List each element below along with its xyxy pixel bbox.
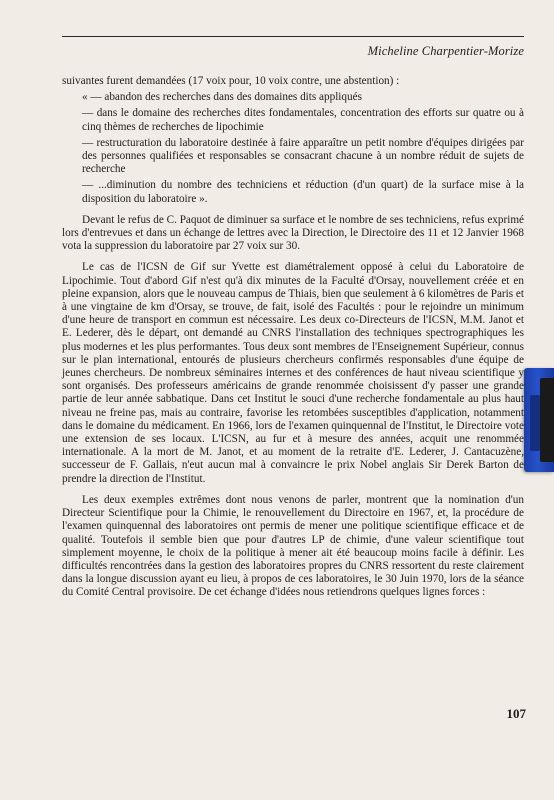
quote-item: — ...diminution du nombre des techniciens et réduction (d'un quart) de la surface mise à la disposition du laboratoire ».: [82, 179, 524, 205]
paragraph-icsn: Le cas de l'ICSN de Gif sur Yvette est diamétralement opposé à celui du Laboratoire de Lipochimie. Tout d'abord Gif n'est qu'à dix minutes de la Faculté d'Orsay, nouvellement créée et en pleine expansion, alors que le nouveau campus de Thiais, bien que seulement à 6 kilomètres de Paris et à une vingtaine de km d'Orsay, se trouve, de fait, isolé des Facultés : pour le rejoindre un minimum d'une heure de transport en commun est nécessaire. Les deux co-Directeurs de l'ICSN, M.M. Janot et E. Lederer, dès le départ, ont demandé au CNRS l'installation des techniques spectrographiques les plus modernes et les plus performantes. Tous deux sont membres de l'Enseignement Supérieur, connus sur le plan international, entourés de plusieurs chercheurs confirmés responsables d'une équipe de jeunes chercheurs. De nombreux séminaires internes et des conférences de haut niveau scientifique y sont organisés. Des professeurs américains de grande renommée choisissent d'y passer une grande partie de leur année sabbatique. Dans cet Institut le souci d'une recherche fondamentale au plus haut niveau ne freine pas, mais au contraire, favorise les retombées susceptibles d'application, notamment dans le domaine du médicament. En 1966, lors de l'examen quinquennal de l'Institut, le Directoire vote une extension de ses locaux. L'ICSN, au fur et à mesure des années, acquit une renommée internationale. A la mort de M. Janot, et au moment de la retraite d'E. Lederer, J. Cantacuzène, successeur de F. Gallais, n'eut aucun mal à convaincre le prix Nobel anglais Sir Derek Barton de prendre la direction de l'Institut.: [62, 261, 524, 485]
binder-clip-slot: [530, 395, 540, 451]
intro-paragraph: suivantes furent demandées (17 voix pour, 10 voix contre, une abstention) :: [62, 75, 400, 87]
quote-item: « — abandon des recherches dans des domaines dits appliqués: [82, 91, 362, 104]
running-head-author: Micheline Charpentier-Morize: [367, 44, 524, 58]
paragraph-conclusion: Les deux exemples extrêmes dont nous venons de parler, montrent que la nomination d'un Directeur Scientifique pour la Chimie, le renouvellement du Directoire en 1967, et, la procédure de l'examen quinquennal des laboratoires ont permis de mener une politique scientifique efficace et de qualité. Toutefois il semble bien que pour d'autres LP de chimie, d'une valeur scientifique tout simplement moyenne, le choix de la politique à mener ait été beaucoup moins facile à définir. Les difficultés rencontrées dans la gestion des laboratoires propres du CNRS ressortent du reste clairement dans la longue discussion ayant eu lieu, à propos de ces laboratoires, le 30 Juin 1970, lors de la séance du Comité Central provisoire. De cet échange d'idées nous retiendrons quelques lignes forces :: [62, 493, 524, 599]
paragraph-paquot: Devant le refus de C. Paquot de diminuer sa surface et le nombre de ses techniciens, refus exprimé lors d'entrevues et dans un échange de lettres avec la Direction, le Directoire des 11 et 12 Janvier 1968 vota la suppression du laboratoire par 27 voix sur 30.: [62, 213, 524, 253]
page-number: 107: [506, 706, 526, 721]
body-text: [62, 75, 524, 600]
header-rule: [62, 36, 524, 37]
binder-clip-jaw: [540, 378, 554, 462]
quote-item: — restructuration du laboratoire destinée à faire apparaître un petit nombre d'équipes dirigées par des personnes qualifiées et responsables se consacrant chacune à un nombre réduit de sujets de recherche: [82, 136, 524, 176]
quote-item: — dans le domaine des recherches dites fondamentales, concentration des efforts sur quatre ou à cinq thèmes de recherches de lipochimie: [82, 107, 524, 133]
